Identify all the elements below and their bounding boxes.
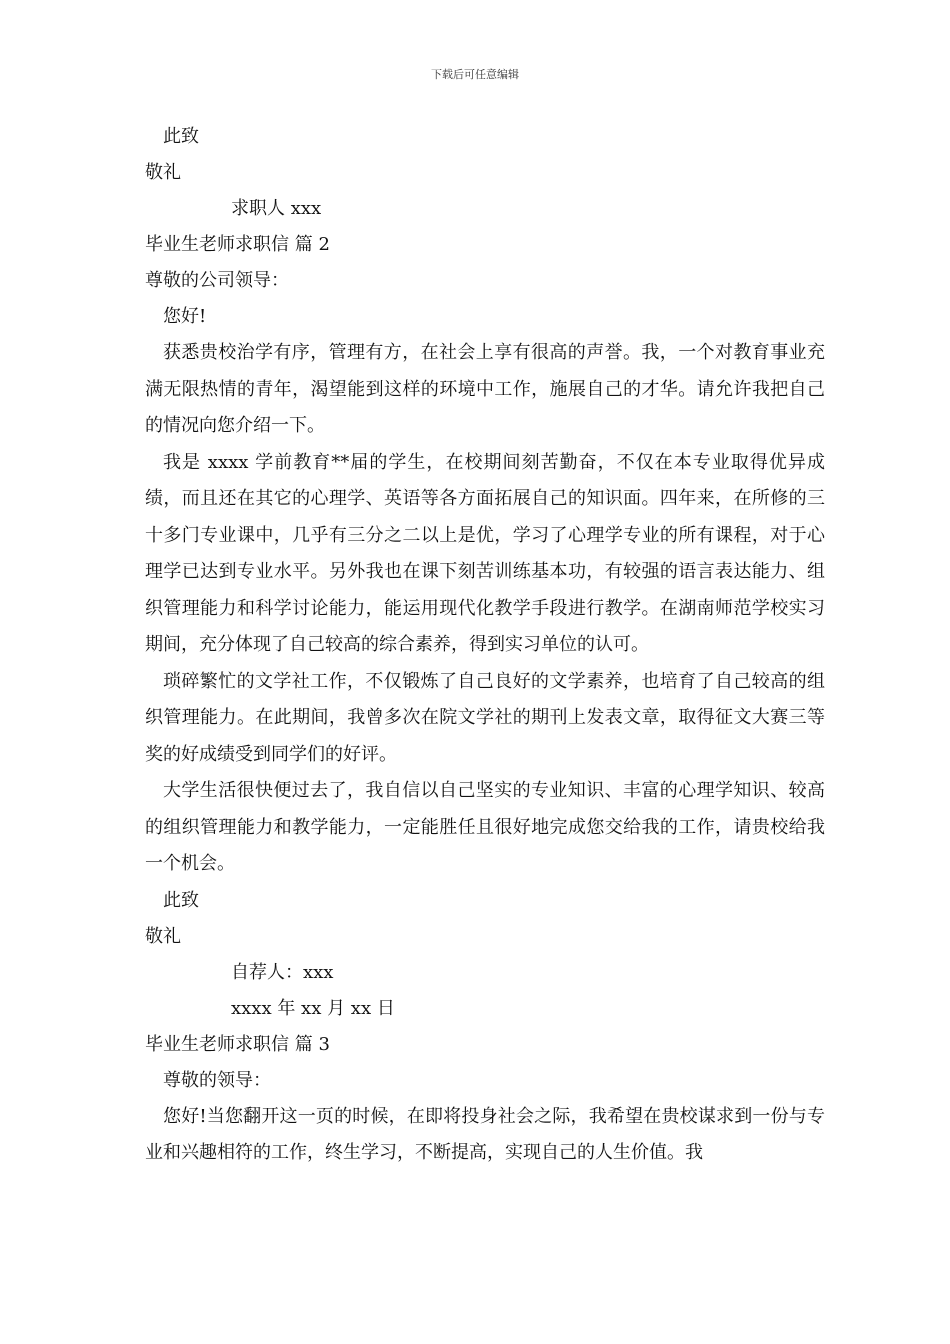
- salute-text: 敬礼: [145, 925, 181, 947]
- body-paragraph: 琐碎繁忙的文学社工作，不仅锻炼了自己良好的文学素养，也培育了自己较高的组织管理能力。在此期间，我曾多次在院文学社的期刊上发表文章，取得征文大赛三等奖的好成绩受到同学们的好评。: [145, 670, 825, 765]
- page-header-note: 下载后可任意编辑: [431, 68, 519, 81]
- signature-line: 自荐人：xxx: [231, 961, 334, 983]
- document-body: [145, 119, 825, 1172]
- body-paragraph: 大学生活很快便过去了，我自信以自己坚实的专业知识、丰富的心理学知识、较高的组织管理能力和教学能力，一定能胜任且很好地完成您交给我的工作，请贵校给我一个机会。: [145, 780, 825, 874]
- closing-text: 此致: [163, 126, 199, 147]
- body-paragraph: 我是 xxxx 学前教育**届的学生，在校期间刻苦勤奋，不仅在本专业取得优异成绩，而且还在其它的心理学、英语等各方面拓展自己的知识面。四年来，在所修的三十多门专业课中，几乎有三分之二以上是优，学习了心理学专业的所有课程，对于心理学已达到专业水平。另外我也在课下刻苦训练基本功，有较强的语言表达能力、组织管理能力和科学讨论能力，能运用现代化教学手段进行教学。在湖南师范学校实习期间，充分体现了自己较高的综合素养，得到实习单位的认可。: [145, 451, 825, 655]
- section-title: 毕业生老师求职信 篇 3: [145, 1033, 330, 1055]
- greeting-line: 尊敬的领导：: [163, 1069, 271, 1091]
- greeting-line: 尊敬的公司领导：: [145, 270, 289, 291]
- section-title: 毕业生老师求职信 篇 2: [145, 234, 330, 255]
- hello-line: 您好!: [163, 306, 207, 327]
- body-paragraph: 您好!当您翻开这一页的时候，在即将投身社会之际，我希望在贵校谋求到一份与专业和兴趣相符的工作，终生学习，不断提高，实现自己的人生价值。我: [145, 1105, 825, 1163]
- body-paragraph: 获悉贵校治学有序，管理有方，在社会上享有很高的声誉。我，一个对教育事业充满无限热情的青年，渴望能到这样的环境中工作，施展自己的才华。请允许我把自己的情况向您介绍一下。: [145, 342, 825, 436]
- salute-text: 敬礼: [145, 162, 181, 183]
- closing-text: 此致: [163, 889, 199, 911]
- signature-line: 求职人 xxx: [231, 198, 322, 219]
- date-line: xxxx 年 xx 月 xx 日: [231, 997, 395, 1019]
